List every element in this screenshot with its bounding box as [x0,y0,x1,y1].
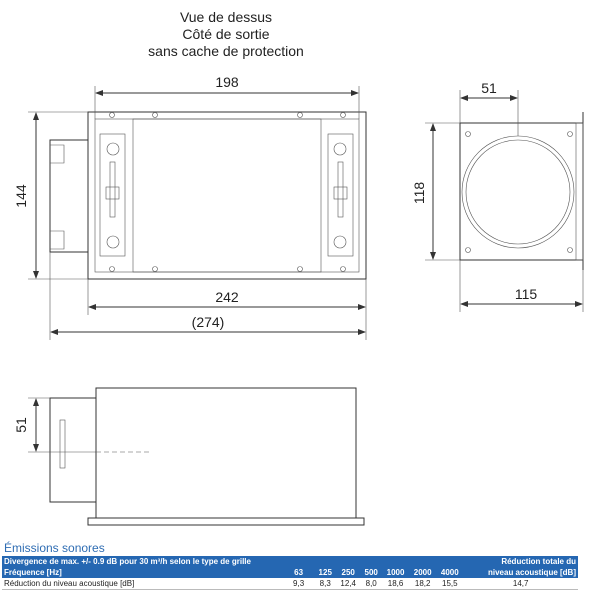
frequency-label: Fréquence [Hz] [2,567,283,578]
sound-emissions-section [2,541,598,590]
dim-51-side: 51 [481,80,497,96]
total-reduction-line1: Réduction totale du [463,556,578,567]
header-row-frequency [2,567,578,578]
value-2000: 18,2 [409,578,436,590]
freq-1000: 1000 [382,567,409,578]
reduction-label: Réduction du niveau acoustique [dB] [2,578,283,590]
dim-274: (274) [191,314,225,330]
top-view [13,74,366,340]
value-250: 12,4 [336,578,360,590]
freq-250: 250 [336,567,360,578]
freq-125: 125 [314,567,336,578]
dim-242: 242 [215,289,239,305]
freq-500: 500 [360,567,382,578]
divergence-label: Divergence de max. +/- 0.9 dB pour 30 m³/h selon le type de grille [2,556,314,567]
sound-emissions-title: Émissions sonores [4,541,105,555]
total-reduction-line2: niveau acoustique [dB] [463,567,578,578]
dim-144: 144 [13,184,29,208]
dim-115: 115 [514,286,538,302]
values-row [2,578,578,590]
value-total: 14,7 [463,578,578,590]
dim-118: 118 [411,181,427,205]
value-1000: 18,6 [382,578,409,590]
sound-emissions-table [2,556,578,590]
value-63: 9,3 [283,578,315,590]
header-row-divergence [2,556,578,567]
caption-line-3: sans cache de protection [148,43,304,59]
caption-line-2: Côté de sortie [182,26,270,42]
side-view [411,80,583,312]
front-view [13,388,364,525]
freq-4000: 4000 [436,567,463,578]
dim-198: 198 [215,74,239,90]
dim-51-front: 51 [13,417,29,433]
freq-2000: 2000 [409,567,436,578]
value-125: 8,3 [314,578,336,590]
value-4000: 15,5 [436,578,463,590]
caption-line-1: Vue de dessus [179,9,273,25]
freq-63: 63 [283,567,315,578]
value-500: 8,0 [360,578,382,590]
